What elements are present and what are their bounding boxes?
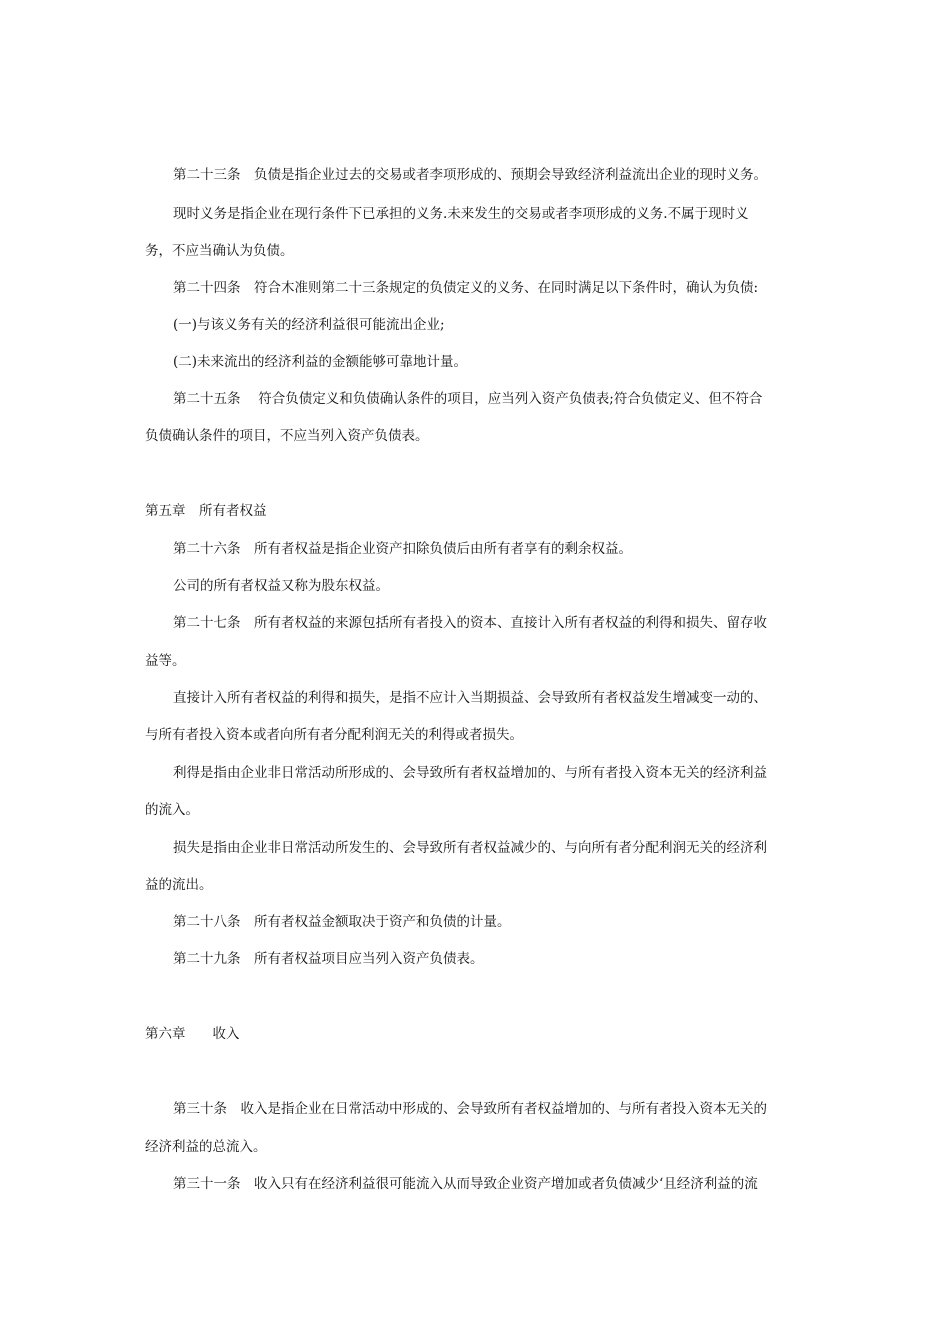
paragraph-line: 经济利益的总流入。: [145, 1139, 267, 1155]
article-24-text: 第二十四条 符合木准则第二十三条规定的负债定义的义务、在同时满足以下条件时，确认为负债:: [173, 280, 759, 296]
list-item: (二)未来流出的经济利益的金额能够可靠地计量。: [173, 354, 468, 370]
paragraph-line: 现时义务是指企业在现行条件下已承担的义务.未来发生的交易或者李项形成的义务.不属于现时义: [173, 206, 749, 222]
article-26-text: 第二十六条 所有者权益是指企业资产扣除负债后由所有者享有的剩余权益。: [173, 541, 632, 557]
article-31-text: 第三十一条 收入只有在经济利益很可能流入从而导致企业资产增加或者负债减少‘且经济利益的流: [173, 1176, 758, 1192]
list-item: (一)与该义务有关的经济利益很可能流出企业;: [173, 317, 445, 333]
paragraph-line: 直接计入所有者权益的利得和损失，是指不应计入当期损益、会导致所有者权益发生增减变一动的、: [173, 690, 767, 706]
paragraph-line: 务，不应当确认为负债。: [145, 243, 294, 259]
paragraph-line: 损失是指由企业非日常活动所发生的、会导致所有者权益减少的、与向所有者分配利润无关的经济利: [173, 840, 767, 856]
article-27-text: 第二十七条 所有者权益的来源包括所有者投入的资本、直接计入所有者权益的利得和损失、留存收: [173, 615, 767, 631]
paragraph-line: 与所有者投入资本或者向所有者分配利润无关的利得或者损失。: [145, 727, 523, 743]
paragraph-line: 益等。: [145, 653, 186, 669]
article-28-text: 第二十八条 所有者权益金额取决于资产和负债的计量。: [173, 914, 511, 930]
paragraph-line: 益的流出。: [145, 877, 213, 893]
paragraph-line: 的流入。: [145, 802, 199, 818]
paragraph-line: 利得是指由企业非日常活动所形成的、会导致所有者权益增加的、与所有者投入资本无关的经济利益: [173, 765, 767, 781]
article-30-text: 第三十条 收入是指企业在日常活动中形成的、会导致所有者权益增加的、与所有者投入资本无关的: [173, 1101, 767, 1117]
article-29-text: 第二十九条 所有者权益项目应当列入资产负债表。: [173, 951, 484, 967]
article-23-text: 第二十三条 负债是指企业过去的交易或者李项形成的、预期会导致经济利益流出企业的现时义务。: [173, 167, 767, 183]
paragraph-line: 负债确认条件的项目，不应当列入资产负债表。: [145, 428, 429, 444]
article-25-text: 第二十五条 符合负债定义和负债确认条件的项目，应当列入资产负债表;符合负债定义、但不符合: [173, 391, 763, 407]
paragraph-line: 公司的所有者权益又称为股东权益。: [173, 578, 389, 594]
chapter-6-heading: 第六章 收入: [145, 1026, 240, 1042]
chapter-5-heading: 第五章 所有者权益: [145, 503, 267, 519]
